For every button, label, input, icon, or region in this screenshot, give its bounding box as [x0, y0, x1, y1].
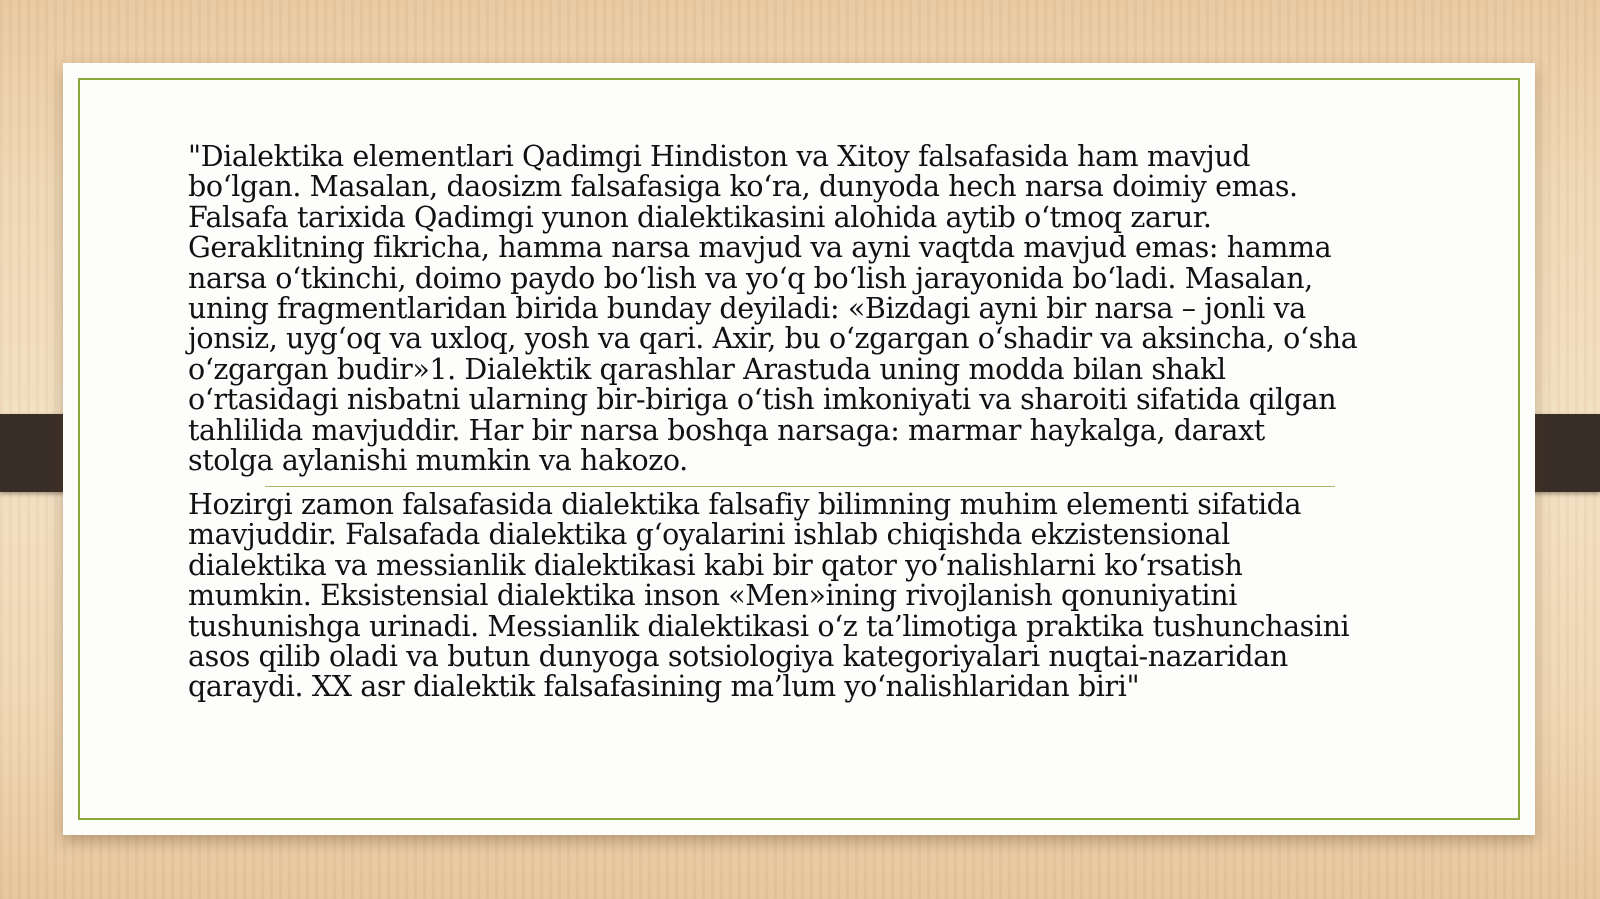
paragraph-divider — [265, 486, 1335, 487]
paragraph-2: Hozirgi zamon falsafasida dialektika falsafiy bilimning muhim elementi sifatida mavjuddir. Falsafada dialektika g‘oyalarini ishlab chiqishda ekzistensional dialektika va messianlik dialektikasi kabi bir qator yo‘nalishlarni ko‘rsatish mumkin. Eksistensial dialektika inson «Men»ining rivojlanish qonuniyatini tushunishga urinadi. Messianlik dialektikasi o‘z ta’limotiga praktika tushunchasini asos qilib oladi va butun dunyoga sotsiologiya kategoriyalari nuqtai-nazaridan qaraydi. XX asr dialektik falsafasining ma’lum yo‘nalishlaridan biri" — [188, 488, 1350, 704]
paragraph-1: "Dialektika elementlari Qadimgi Hindiston va Xitoy falsafasida ham mavjud bo‘lgan. Masalan, daosizm falsafasiga ko‘ra, dunyoda hech narsa doimiy emas. Falsafa tarixida Qadimgi yunon dialektikasini alohida aytib o‘tmoq zarur. Geraklitning fikricha, hamma narsa mavjud va ayni vaqtda mavjud emas: hamma narsa o‘tkinchi, doimo paydo bo‘lish va yo‘q bo‘lish jarayonida bo‘ladi. Masalan, uning fragmentlaridan birida bunday deyiladi: «Bizdagi ayni bir narsa – jonli va jonsiz, uyg‘oq va uxloq, yosh va qari. Axir, bu o‘zgargan o‘shadir va aksincha, o‘sha o‘zgargan budir»1. Dialektik qarashlar Arastuda uning modda bilan shakl o‘rtasidagi nisbatni ularning bir-biriga o‘tish imkoniyati va sharoiti sifatida qilgan tahlilida mavjuddir. Har bir narsa boshqa narsaga: marmar haykalga, daraxt stolga aylanishi mumkin va hakozo. — [188, 140, 1358, 478]
